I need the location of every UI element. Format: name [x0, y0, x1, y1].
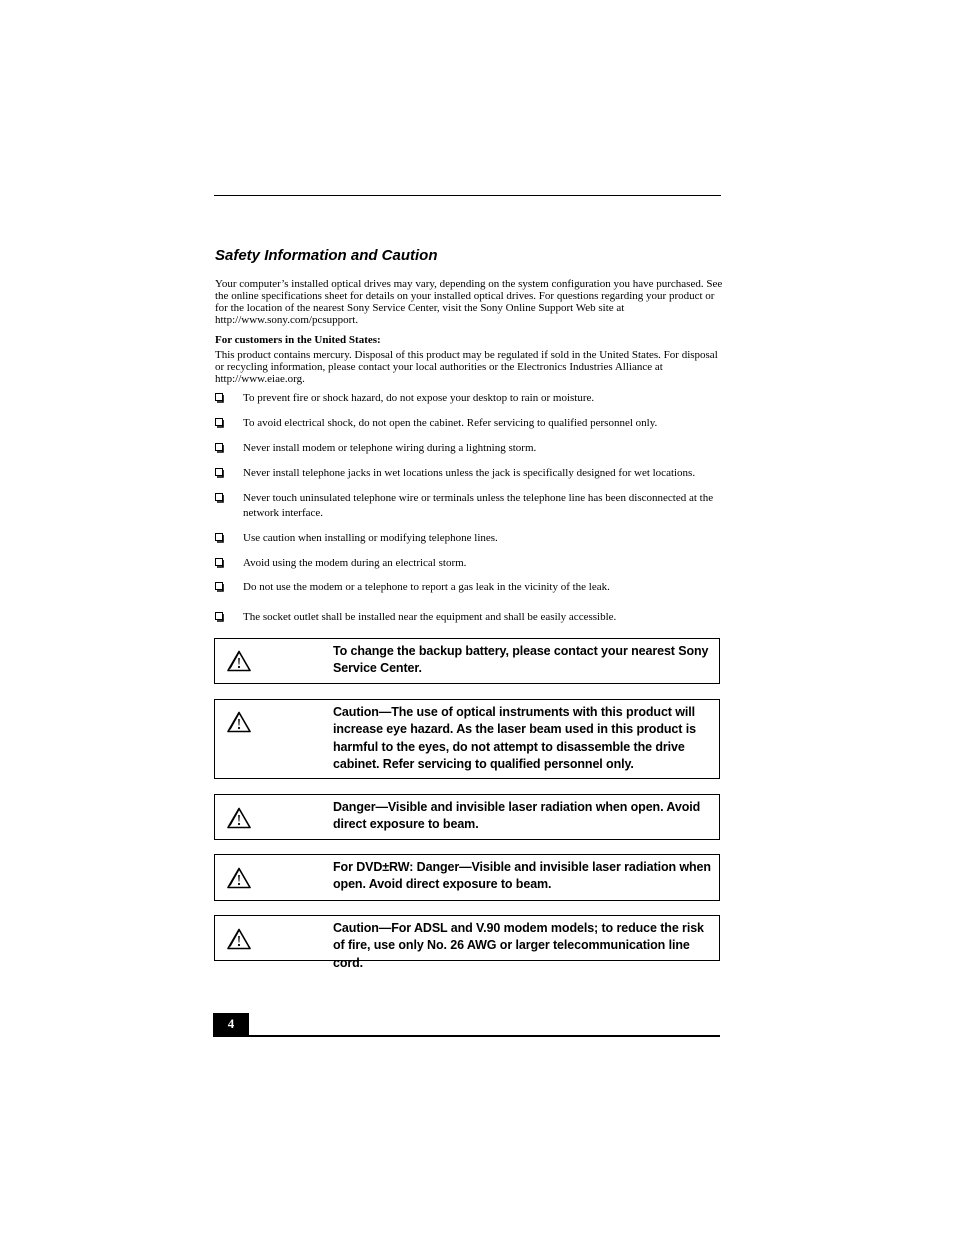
- checkbox-bullet-icon: [215, 468, 225, 478]
- checkbox-bullet-icon: [215, 493, 225, 503]
- footer-rule: [213, 1035, 720, 1037]
- checkbox-bullet-icon: [215, 418, 225, 428]
- warning-triangle-icon: [227, 711, 251, 733]
- warning-triangle-icon: [227, 928, 251, 950]
- caution-text: Caution—For ADSL and V.90 modem models; to reduce the risk of fire, use only No. 26 AWG or larger telecommunication line cord.: [333, 921, 704, 970]
- checkbox-bullet-icon: [215, 533, 225, 543]
- checkbox-bullet-icon: [215, 393, 225, 403]
- caution-box-dvd-rw: [214, 854, 720, 901]
- checkbox-bullet-icon: [215, 443, 225, 453]
- caution-text: To change the backup battery, please contact your nearest Sony Service Center.: [333, 644, 709, 676]
- warning-triangle-icon: [227, 807, 251, 829]
- page-number: 4: [213, 1013, 249, 1036]
- warning-triangle-icon: [227, 650, 251, 672]
- checkbox-bullet-icon: [215, 582, 225, 592]
- caution-box-modem: [214, 915, 720, 970]
- intro-paragraph: Your computer’s installed optical drives may vary, depending on the system configuration you have purchased. See the online specifications sheet for details on your installed optical drives. For questions regarding your product or for the location of the nearest Sony Service Center, visit the Sony Online Support Web site at http://www.sony.com/pcsupport.: [215, 278, 723, 326]
- caution-text: Danger—Visible and invisible laser radiation when open. Avoid direct exposure to beam.: [333, 800, 701, 832]
- checkbox-bullet-icon: [215, 612, 225, 622]
- caution-text: For DVD±RW: Danger—Visible and invisible laser radiation when open. Avoid direct exposure to beam.: [333, 860, 711, 892]
- warning-triangle-icon: [227, 867, 251, 889]
- caution-text: Caution—The use of optical instruments with this product will increase eye hazard. As the laser beam used in this product is harmful to the eyes, do not attempt to disassemble the drive cabinet. Refer servicing to qualified personnel only.: [333, 705, 696, 771]
- us-customers-paragraph: This product contains mercury. Disposal of this product may be regulated if sold in the United States. For disposal or recycling information, please contact your local authorities or the Electronics Industries Alliance at http://www.eiae.org.: [215, 349, 718, 385]
- checkbox-bullet-icon: [215, 558, 225, 568]
- caution-box-laser-radiation: [214, 794, 720, 840]
- section-title: Safety Information and Caution: [215, 247, 438, 264]
- us-customers-heading: For customers in the United States:: [215, 334, 381, 346]
- header-rule: [214, 195, 721, 196]
- caution-box-backup-battery: [214, 638, 720, 684]
- caution-box-optical-instruments: [214, 699, 720, 779]
